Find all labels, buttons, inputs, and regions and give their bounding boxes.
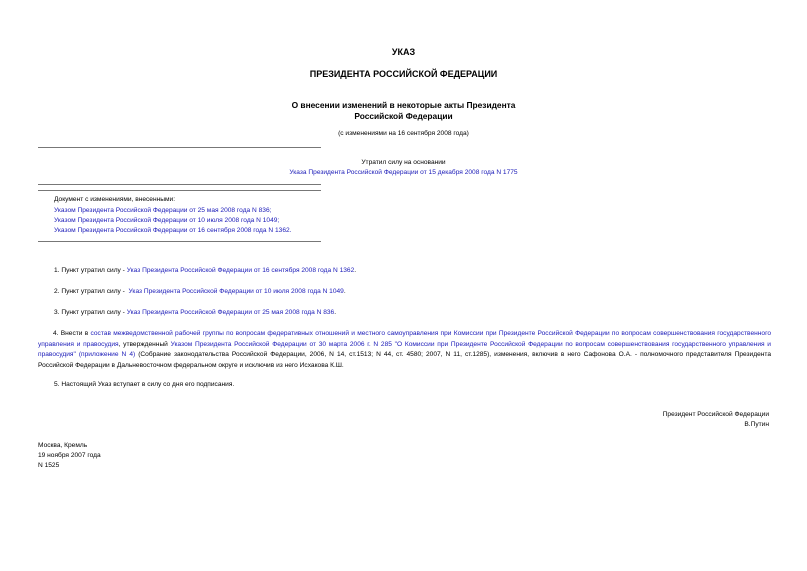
item-2-link[interactable]: Указ Президента Российской Федерации от 10 июля 2008 года N 1049 [128,288,344,295]
item-4-prefix: 4. Внести в [53,330,91,337]
decree-number: N 1525 [38,462,60,469]
separator-line [38,184,321,185]
separator-line [38,147,321,148]
subject-line-2: Российской Федерации [354,111,453,121]
item-4-decree-link[interactable]: Указом Президента Российской Федерации от 30 марта 2006 г. N 285 "О Комиссии при Президенте Российской Федерации по вопросам совершенствования государственного управления и правосудия" (приложение N 4) [38,340,771,358]
item-4-group-link[interactable]: состав межведомственной рабочей группы по вопросам федеративных отношений и местного самоуправления при Комиссии при Президенте Российской Федерации по вопросам совершенствования государственного управления и правосудия [38,330,771,348]
separator-line [38,190,321,191]
item-3-link[interactable]: Указ Президента Российской Федерации от 25 мая 2008 года N 836 [126,309,335,316]
item-2 [54,287,346,297]
item-1 [54,266,356,276]
amendment-note: (с изменениями на 16 сентября 2008 года) [338,130,469,137]
item-4-rest: (Собрание законодательства Российской Федерации, 2006, N 14, ст.1513; N 44, ст. 4580; 2007, N 11, ст.1285), изменения, включив в него Сафонова О.А. - полномочного представителя Президента Российской Федерации в Дальневосточном федеральном округе и исключив из него Исхакова К.Ш. [38,351,771,369]
item-3-prefix: 3. Пункт утратил силу - [54,309,127,316]
item-1-prefix: 1. Пункт утратил силу - [54,267,127,274]
changes-intro: Документ с изменениями, внесенными: [54,196,176,203]
item-3-suffix: . [334,309,337,316]
document-subject [0,100,807,122]
item-2-prefix: 2. Пункт утратил силу - [54,288,129,295]
change-link-1[interactable]: Указом Президента Российской Федерации от 25 мая 2008 года N 836; [54,207,272,214]
signing-place: Москва, Кремль [38,442,88,449]
signature-title: Президент Российской Федерации [662,411,769,418]
change-link-3[interactable]: Указом Президента Российской Федерации от 16 сентября 2008 года N 1362. [54,227,292,234]
item-1-link[interactable]: Указ Президента Российской Федерации от 16 сентября 2008 года N 1362 [126,267,355,274]
item-5: 5. Настоящий Указ вступает в силу со дня его подписания. [54,381,235,388]
item-2-suffix: . [343,288,346,295]
expired-decree-link[interactable]: Указа Президента Российской Федерации от 15 декабря 2008 года N 1775 [289,169,518,176]
issuer-heading: ПРЕЗИДЕНТА РОССИЙСКОЙ ФЕДЕРАЦИИ [309,69,498,79]
item-3 [54,308,336,318]
document-type-heading: УКАЗ [391,47,416,57]
signature-name: В.Путин [744,421,769,428]
separator-line [38,241,321,242]
subject-line-1: О внесении изменений в некоторые акты Президента [291,100,516,110]
expired-notice-text: Утратил силу на основании [361,159,446,166]
item-4-mid: , утвержденный [118,340,171,348]
item-4 [38,329,771,371]
signing-date: 19 ноября 2007 года [38,452,101,459]
change-link-2[interactable]: Указом Президента Российской Федерации от 10 июля 2008 года N 1049; [54,217,280,224]
item-1-suffix: . [354,267,357,274]
